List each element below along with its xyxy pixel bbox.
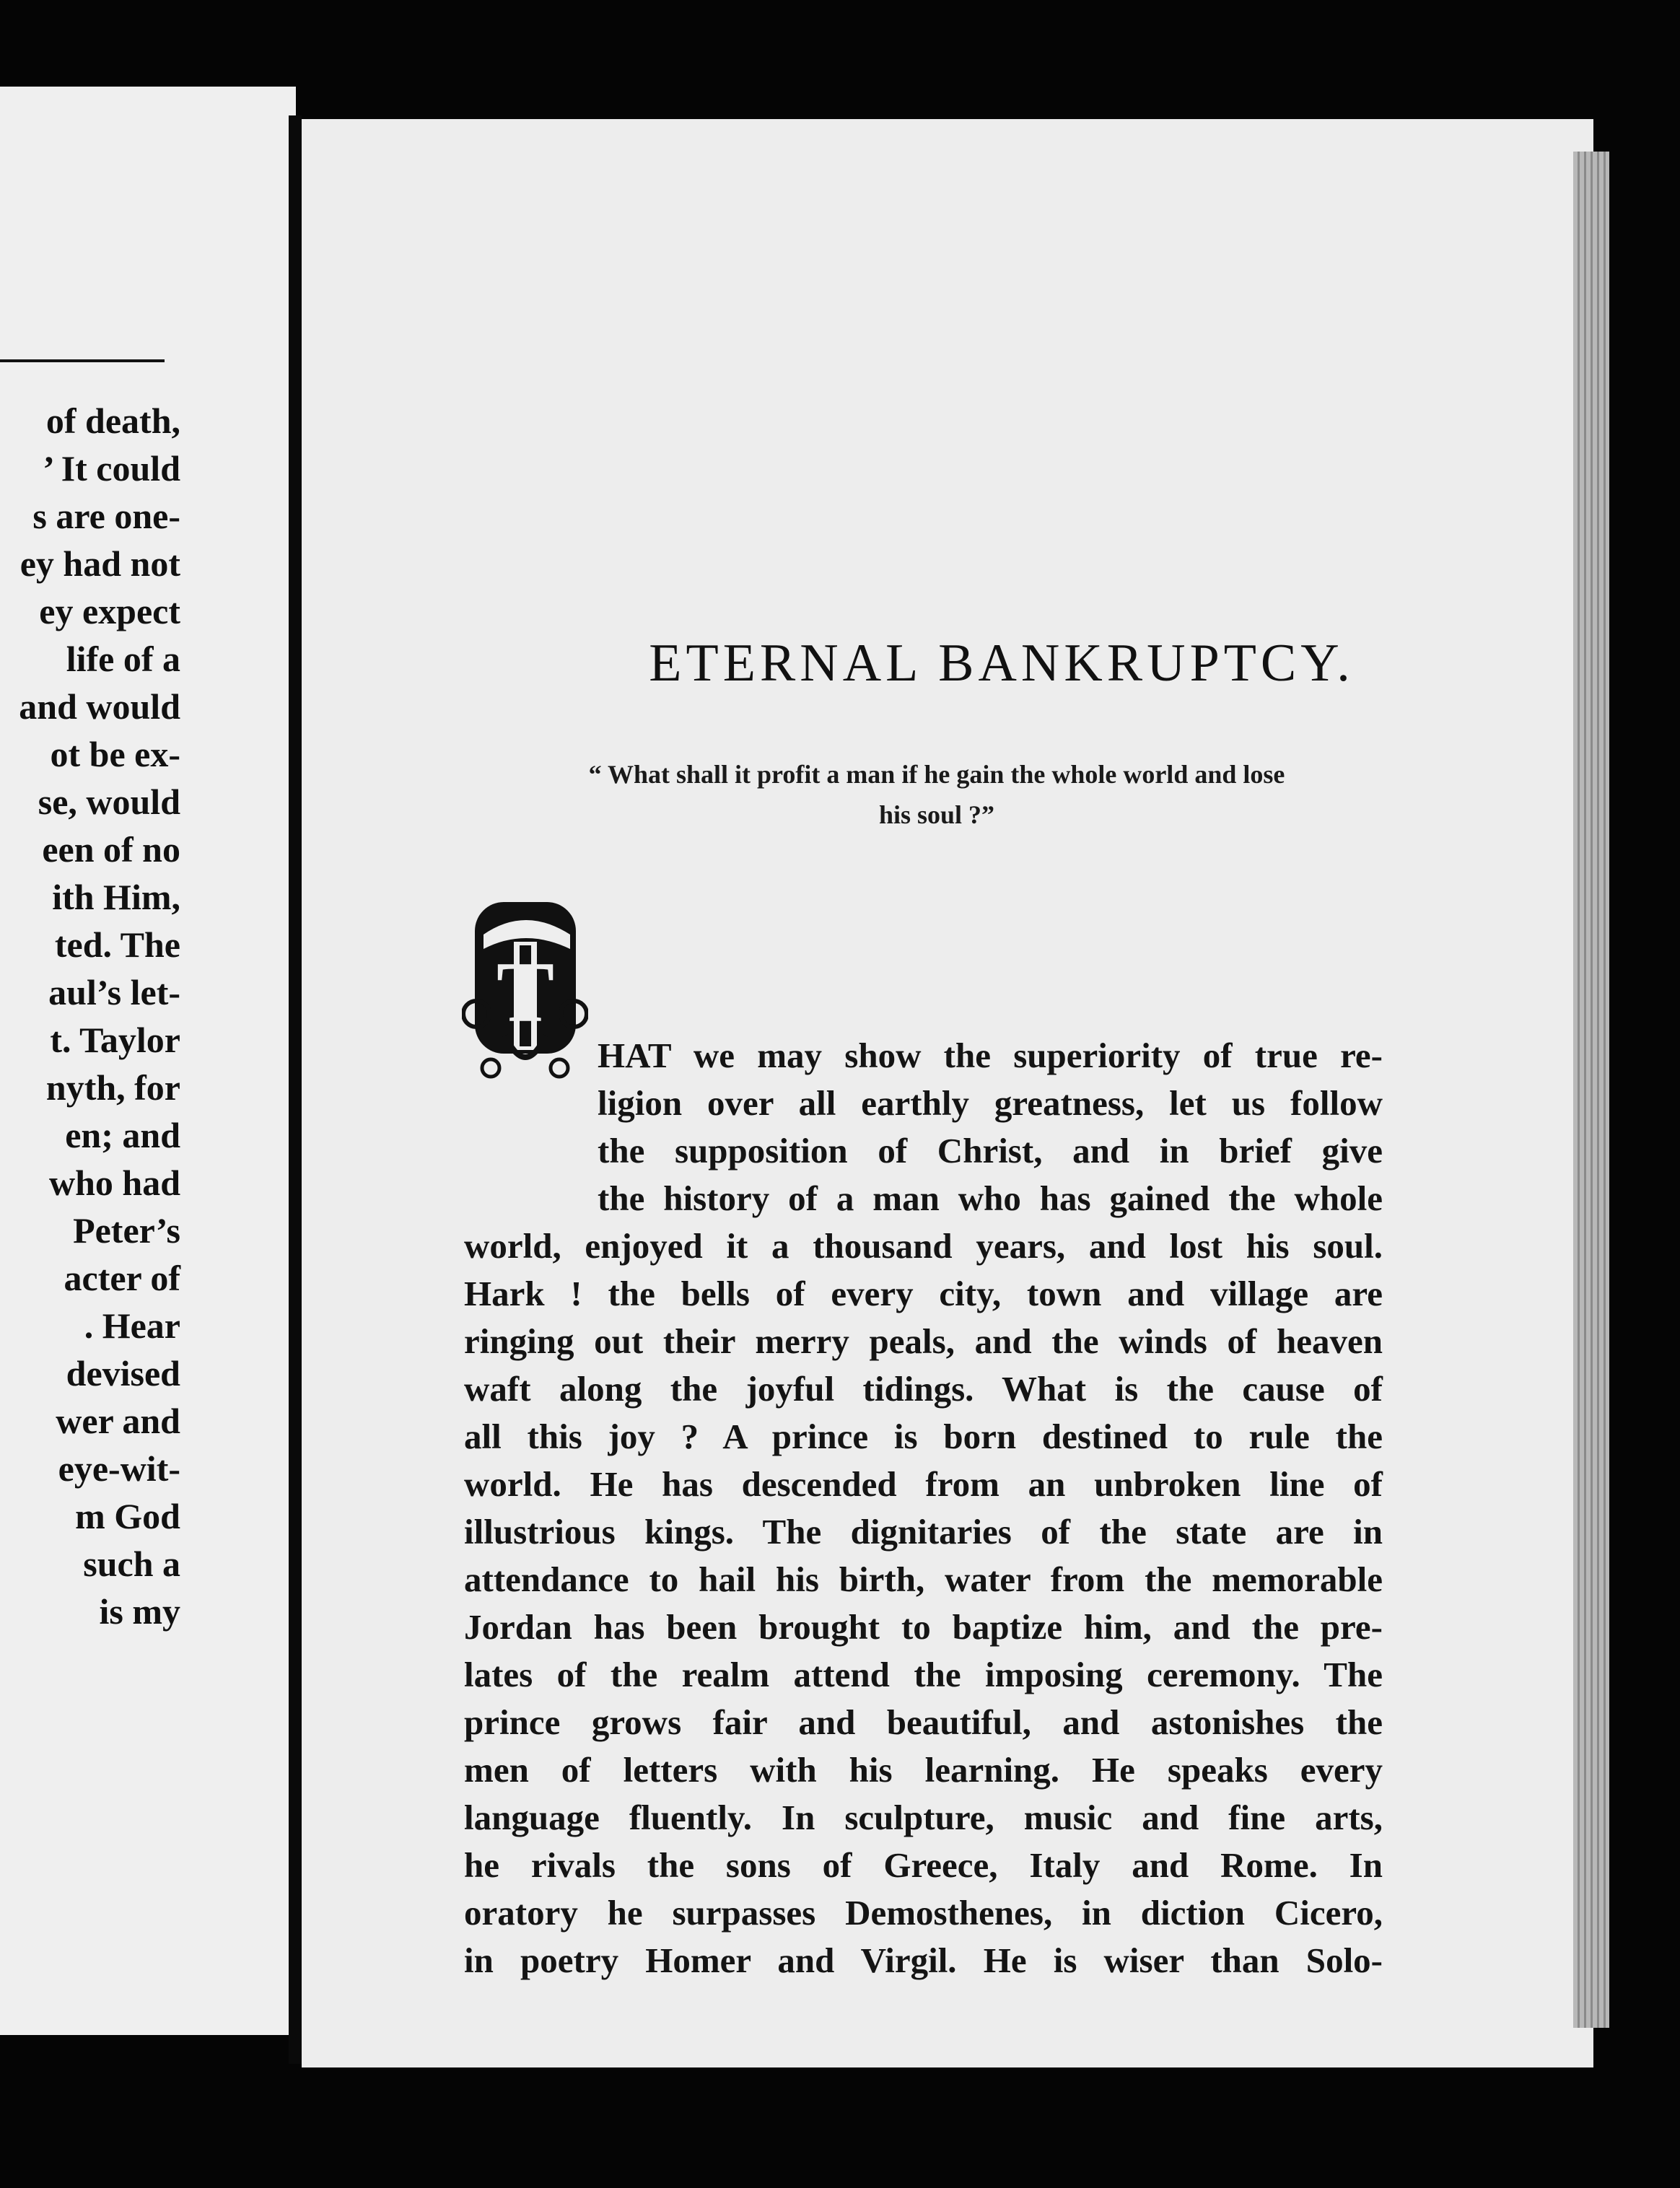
left-page-line: such a [83, 1544, 180, 1584]
epigraph [468, 754, 1406, 835]
body-line: prince grows fair and beautiful, and astonishes the [464, 1702, 1383, 1742]
body-line: world, enjoyed it a thousand years, and lost his soul. [464, 1226, 1383, 1266]
body-line: ringing out their merry peals, and the winds of heaven [464, 1321, 1383, 1361]
body-line: men of letters with his learning. He speaks every [464, 1750, 1383, 1790]
left-page-line: ’ It could [43, 448, 180, 489]
chapter-title: ETERNAL BANKRUPTCY. [649, 634, 1355, 693]
body-line: oratory he surpasses Demosthenes, in diction Cicero, [464, 1893, 1383, 1933]
ornamental-dropcap-icon [462, 891, 588, 1086]
left-page-line: s are one- [32, 496, 180, 536]
page-edges [1573, 152, 1609, 2028]
body-line: illustrious kings. The dignitaries of the state are in [464, 1512, 1383, 1552]
left-page [0, 87, 296, 2035]
body-line: language fluently. In sculpture, music and fine arts, [464, 1798, 1383, 1837]
left-page-line: ted. The [54, 924, 180, 965]
left-page-line: en; and [65, 1115, 180, 1155]
left-page-line: of death, [45, 401, 180, 441]
left-page-line: t. Taylor [50, 1020, 180, 1060]
body-line: all this joy ? A prince is born destined to rule the [464, 1417, 1383, 1456]
body-line: ligion over all earthly greatness, let us follow [598, 1083, 1383, 1123]
left-page-text [0, 397, 289, 1635]
body-line: in poetry Homer and Virgil. He is wiser than Solo- [464, 1940, 1383, 1980]
left-page-line: and would [19, 686, 180, 727]
body-line: world. He has descended from an unbroken line of [464, 1464, 1383, 1504]
left-page-line: ith Him, [52, 877, 180, 917]
left-page-line: is my [99, 1591, 180, 1632]
body-line: attendance to hail his birth, water from the memorable [464, 1559, 1383, 1599]
body-line: HAT we may show the superiority of true re- [598, 1036, 1383, 1075]
left-page-line: een of no [42, 829, 180, 870]
left-page-line: aul’s let- [48, 972, 180, 1012]
left-page-line: eye-wit- [58, 1448, 180, 1489]
svg-text:T: T [496, 944, 555, 1040]
book-gutter [289, 115, 302, 2064]
body-line: Hark ! the bells of every city, town and village are [464, 1274, 1383, 1313]
left-page-line: nyth, for [45, 1067, 180, 1108]
body-line: Jordan has been brought to baptize him, and the pre- [464, 1607, 1383, 1647]
left-page-line: devised [66, 1353, 180, 1393]
left-page-line: life of a [66, 639, 180, 679]
left-page-line: ey expect [39, 591, 180, 631]
body-line: the history of a man who has gained the whole [598, 1178, 1383, 1218]
body-line: waft along the joyful tidings. What is the cause of [464, 1369, 1383, 1409]
left-page-line: wer and [56, 1401, 180, 1441]
left-page-line: se, would [38, 782, 180, 822]
epigraph-line-2: his soul ?” [878, 800, 995, 829]
left-page-line: acter of [64, 1258, 180, 1298]
epigraph-line-1: “ What shall it profit a man if he gain the whole world and lose [588, 760, 1285, 789]
left-page-line: who had [48, 1163, 180, 1203]
body-line: he rivals the sons of Greece, Italy and Rome. In [464, 1845, 1383, 1885]
left-page-line: ot be ex- [50, 734, 180, 774]
right-page [302, 119, 1593, 2067]
left-page-line: ey had not [19, 543, 180, 584]
body-line: lates of the realm attend the imposing ceremony. The [464, 1655, 1383, 1694]
left-page-rule [0, 359, 165, 362]
left-page-line: m God [75, 1496, 180, 1536]
left-page-line: Peter’s [73, 1210, 180, 1251]
body-line: the supposition of Christ, and in brief give [598, 1131, 1383, 1170]
left-page-line: . Hear [84, 1305, 180, 1346]
